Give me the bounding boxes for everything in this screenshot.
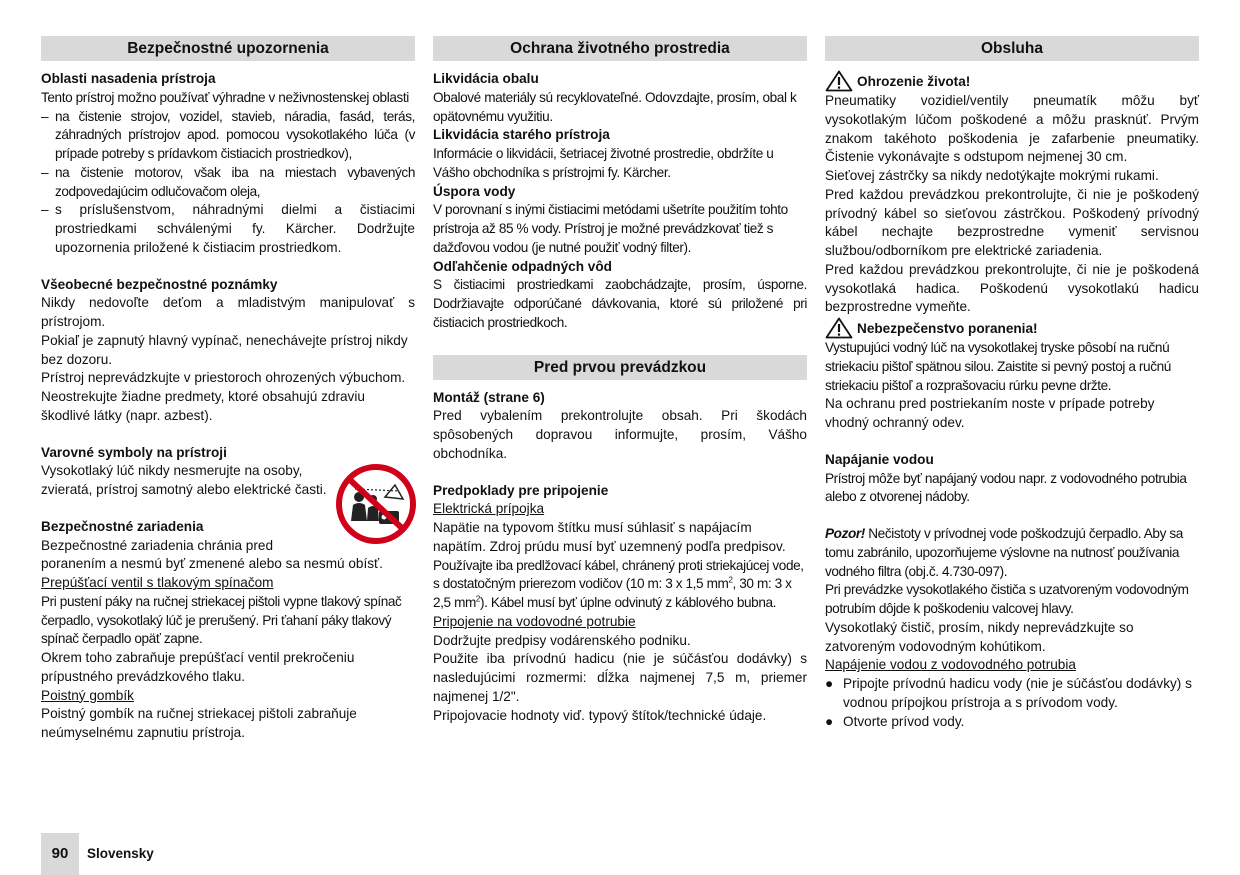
heading-water-supply: Napájanie vodou (825, 451, 934, 467)
para-safety-2: Pri pustení páky na ručnej striekacej pištoli vypne tlakový spínač čerpadlo, vysokotlaký lúč je prerušený. Pri ťahaní páky tlakový spínač čerpadlo opäť zapne. (41, 593, 402, 647)
dash-marker: – (41, 164, 49, 180)
no-spray-at-people-icon (335, 463, 417, 545)
warning-injury (825, 317, 1199, 339)
para-assembly: Pred vybalením prekontrolujte obsah. Pri škodách spôsobených dopravou informujte, prosím, Vášho obchodníka. (433, 408, 807, 461)
warning-triangle-icon (825, 317, 853, 339)
para-extension-cable (433, 557, 807, 613)
list-item-text: Pripojte prívodnú hadicu vody (nie je súčásťou dodávky) s vodnou prípojkou prístroja a s prívodom vody. (843, 676, 1192, 710)
para-waste-water: S čistiacimi prostriedkami zaobchádzajte, prosím, úsporne. Dodržiavajte odporúčané dávkovania, ktoré sú priložené pri čistiacich prostriedkoch. (433, 277, 807, 330)
heading-assembly: Montáž (strane 6) (433, 389, 545, 405)
heading-warning-symbols: Varovné symboly na prístroji (41, 444, 227, 460)
section-bar-environment: Ochrana životného prostredia (433, 36, 807, 61)
bullet-icon: ● (825, 676, 834, 691)
heading-usage: Oblasti nasadenia prístroja (41, 71, 216, 86)
list-item-text: na čistenie motorov, však iba na miestach vybavených zodpovedajúcim odlučovačom oleja, (55, 164, 415, 199)
para-protective-clothing: Na ochranu pred postriekaním noste v prípade potreby vhodný ochranný odev. (825, 396, 1155, 430)
para-voltage: Napätie na typovom štítku musí súhlasiť s napájacím napätím. Zdroj prúdu musí byť uzemnený podľa predpisov. (433, 520, 786, 554)
subheading-electrical: Elektrická prípojka (433, 501, 545, 517)
bullet-icon: ● (825, 713, 834, 729)
superscript: 2 (475, 594, 480, 604)
list-item-text: Otvorte prívod vody. (843, 713, 965, 729)
caution-text: Nečistoty v prívodnej vode poškodzujú čerpadlo. Aby sa tomu zabránilo, upozorňujeme výslovne na nutnosť používania vodného filtra (obj.č. 4.730-097). (825, 526, 1183, 579)
para-safety-4: Poistný gombík na ručnej striekacej pištoli zabraňuje neúmyselnému zapnutiu prístroja. (41, 706, 357, 740)
para-recoil: Vystupujúci vodný lúč na vysokotlakej tryske pôsobí na ručnú striekaciu pištoľ spätnou silou. Zaistite si pevný postoj a ručnú striekaciu pištoľ a rozprašovaciu rúrku pevne držte. (825, 340, 1171, 393)
para-general-3: Prístroj neprevádzkujte v priestoroch ohrozených výbuchom. (41, 370, 406, 386)
para-usage: Tento prístroj možno používať výhradne v neživnostenskej oblasti (41, 89, 409, 105)
para-warning-symbols: Vysokotlaký lúč nikdy nesmerujte na osoby, zvieratá, prístroj samotný alebo elektrické časti. (41, 463, 327, 497)
warning-triangle-icon (825, 70, 853, 92)
para-safety-1: Bezpečnostné zariadenia chránia pred poranením a nesmú byť zmenené alebo sa nesmú obísť. (41, 537, 383, 572)
warning-title: Nebezpečenstvo poranenia! (857, 321, 1038, 337)
para-wet-hands: Sieťovej zástrčky sa nikdy nedotýkajte mokrými rukami. (825, 168, 1159, 183)
warning-danger-to-life (825, 70, 1199, 92)
text-fragment: , 30 m: 3 x 2,5 mm (433, 576, 792, 610)
dash-marker: – (41, 108, 49, 124)
para-tyres: Pneumatiky vozidiel/ventily pneumatík môžu byť vysokotlakým lúčom poškodené a môžu prasknúť. Prvým znakom takéhoto poškodenia je zafarbenie pneumatiky. Čistenie vykonávajte s odstupom nejmenej 30 cm. (825, 93, 1199, 165)
para-closed-tap: Vysokotlaký čistič, prosím, nikdy neprevádzkujte so zatvoreným vodovodným kohútikom. (825, 619, 1134, 654)
heading-packaging: Likvidácia obalu (433, 71, 539, 86)
text-fragment: Používajte iba predlžovací kábel, chránený proti striekajúcej vode, s dostatočným prierezom vodičov (10 m: 3 x 1,5 mm (433, 557, 804, 592)
page-number: 90 (41, 833, 79, 875)
para-safety-3: Okrem toho zabraňuje prepúšťací ventil prekročeniu prípustného prevádzkového tlaku. (41, 650, 355, 684)
heading-requirements: Predpoklady pre pripojenie (433, 482, 609, 498)
para-hose: Použite iba prívodnú hadicu (nie je súčásťou dodávky) s nasledujúcimi rozmermi: dĺžka najmenej 7,5 m, priemer najmenej 1/2". (433, 651, 807, 704)
para-connection-values: Pripojovacie hodnoty viď. typový štítok/technické údaje. (433, 707, 767, 723)
column-safety (41, 36, 415, 743)
list-item (825, 675, 1199, 713)
page-footer (41, 833, 154, 875)
subheading-water-connection: Pripojenie na vodovodné potrubie (433, 613, 636, 629)
heading-waste-water: Odľahčenie odpadných vôd (433, 258, 612, 274)
para-hose-check: Pred každou prevádzkou prekontrolujte, či nie je poškodená vysokotlaká hadica. Poškodenú vysokotlakú hadicu bezprostredne vymeňte. (825, 261, 1199, 315)
list-item (41, 108, 415, 164)
para-general-4: Neostrekujte žiadne predmety, ktoré obsahujú zdraviu škodlivé látky (napr. azbest). (41, 389, 365, 423)
section-bar-before-start: Pred prvou prevádzkou (433, 355, 807, 380)
para-general-1: Nikdy nedovoľte deťom a mladistvým manipulovať s prístrojom. (41, 295, 415, 329)
para-general-2: Pokiaľ je zapnutý hlavný vypínač, nenechávejte prístroj nikdy bez dozoru. (41, 332, 408, 367)
para-old-appliance: Informácie o likvidácii, šetriacej životné prostredie, obdržíte u Vášho obchodníka s prístrojmi fy. Kärcher. (433, 146, 774, 180)
section-bar-safety: Bezpečnostné upozornenia (41, 36, 415, 61)
heading-general-safety: Všeobecné bezpečnostné poznámky (41, 276, 278, 292)
list-item-text: s príslušenstvom, náhradnými dielmi a čistiacimi prostriedkami schválenými fy. Kärcher. Dodržujte upozornenia priložené k čistiacim prostriedkom. (55, 202, 415, 255)
para-cable-check: Pred každou prevádzkou prekontrolujte, či nie je poškodený prívodný kábel so sieťovou zástrčkou. Poškodený prívodný kábel nechajte bezprostredne vymeniť servisnou službou/odborníkom pre elektrické zariadenia. (825, 186, 1199, 258)
para-caution (825, 525, 1199, 581)
dash-marker: – (41, 202, 49, 218)
heading-safety-devices: Bezpečnostné zariadenia (41, 518, 204, 534)
section-bar-operation: Obsluha (825, 36, 1199, 61)
list-item (41, 201, 415, 257)
list-item (825, 713, 1199, 732)
list-item-text: na čistenie strojov, vozidel, stavieb, náradia, fasád, terás, záhradných prístrojov apod. pomocou vysokotlakého lúča (v prípade potreby s prídavkom čistiacich prostriedkov), (55, 108, 415, 161)
column-environment (433, 36, 807, 725)
list-item (41, 164, 415, 202)
para-packaging: Obalové materiály sú recyklovateľné. Odovzdajte, prosím, obal k opätovnému využitiu. (433, 89, 797, 124)
para-closed-pipe: Pri prevádzke vysokotlakého čističa s uzatvoreným vodovodným potrubím dôjde k poškodeniu valcovej hlavy. (825, 582, 1189, 616)
subheading-bypass-valve: Prepúšťací ventil s tlakovým spínačom (41, 575, 274, 590)
heading-water-saving: Úspora vody (433, 183, 516, 199)
superscript: 2 (728, 575, 733, 585)
caution-label: Pozor! (825, 526, 865, 541)
subheading-safety-catch: Poistný gombík (41, 687, 134, 703)
para-water-saving: V porovnaní s inými čistiacimi metódami ušetríte použitím tohto prístroja až 85 % vody. Prístroj je možné prevádzkovať tiež s dažďovou vodou (je nutné použiť vodný filter). (433, 202, 788, 255)
language-label: Slovensky (87, 845, 154, 861)
warning-title: Ohrozenie života! (857, 74, 971, 90)
column-operation (825, 36, 1199, 731)
subheading-mains-supply: Napájenie vodou z vodovodného potrubia (825, 657, 1076, 673)
text-fragment: ). Kábel musí byť úplne odvinutý z káblového bubna. (479, 595, 777, 610)
para-water-regulations: Dodržujte predpisy vodárenského podniku. (433, 632, 691, 648)
heading-old-appliance: Likvidácia starého prístroja (433, 127, 610, 143)
para-supply-source: Prístroj môže byť napájaný vodou napr. z vodovodného potrubia alebo z otvorenej nádoby. (825, 470, 1187, 505)
